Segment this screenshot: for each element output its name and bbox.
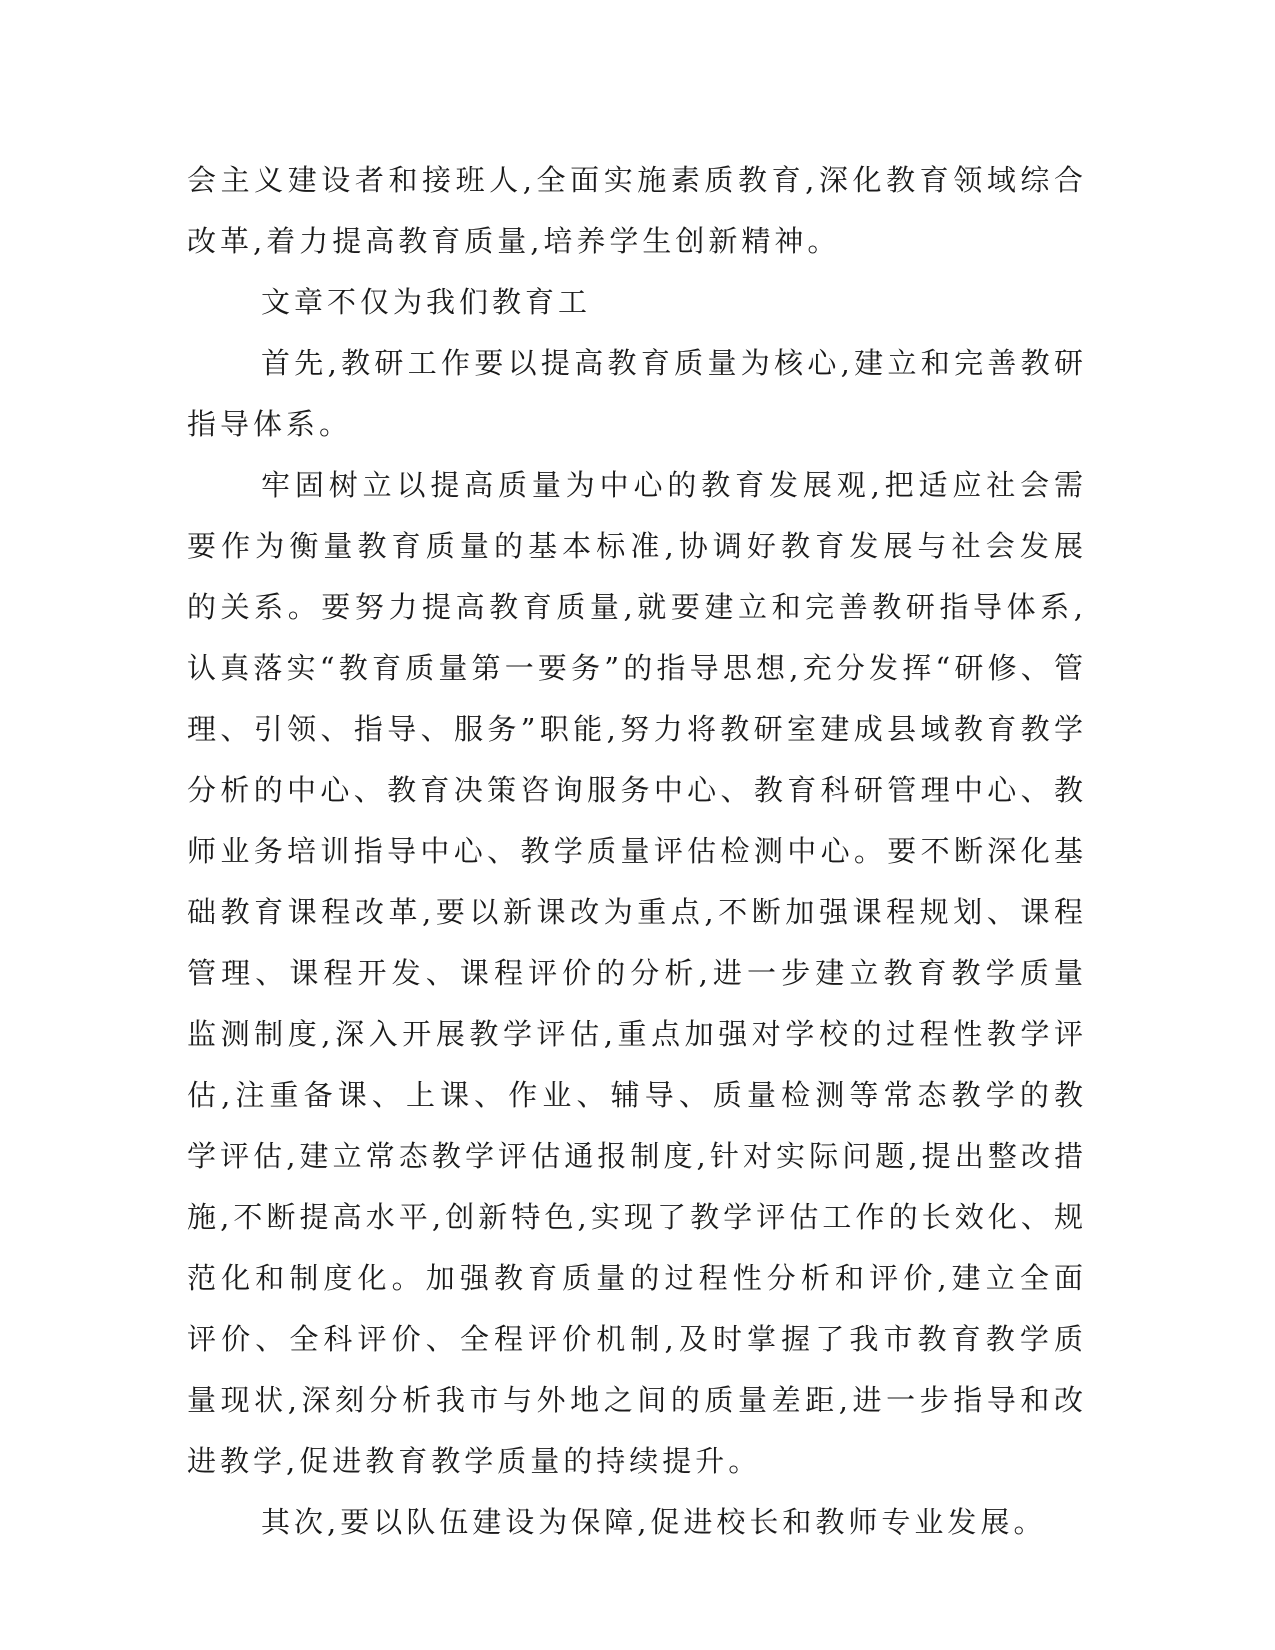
- paragraph-continuation: 会主义建设者和接班人,全面实施素质教育,深化教育领域综合改革,着力提高教育质量,培养学生创新精神。: [187, 163, 1087, 258]
- paragraph-quality-development: 牢固树立以提高质量为中心的教育发展观,把适应社会需要作为衡量教育质量的基本标准,协调好教育发展与社会发展的关系。要努力提高教育质量,就要建立和完善教研指导体系,认真落实“教育质量第一要务”的指导思想,充分发挥“研修、管理、引领、指导、服务”职能,努力将教研室建成县域教育教学分析的中心、教育决策咨询服务中心、教育科研管理中心、教师业务培训指导中心、教学质量评估检测中心。要不断深化基础教育课程改革,要以新课改为重点,不断加强课程规划、课程管理、课程开发、课程评价的分析,进一步建立教育教学质量监测制度,深入开展教学评估,重点加强对学校的过程性教学评估,注重备课、上课、作业、辅导、质量检测等常态教学的教学评估,建立常态教学评估通报制度,针对实际问题,提出整改措施,不断提高水平,创新特色,实现了教学评估工作的长效化、规范化和制度化。加强教育质量的过程性分析和评价,建立全面评价、全科评价、全程评价机制,及时掌握了我市教育教学质量现状,深刻分析我市与外地之间的质量差距,进一步指导和改进教学,促进教育教学质量的持续提升。: [187, 468, 1087, 1478]
- paragraph-first-point: 首先,教研工作要以提高教育质量为核心,建立和完善教研指导体系。: [187, 346, 1087, 441]
- paragraph-article-note: 文章不仅为我们教育工: [261, 285, 592, 319]
- document-body: [187, 150, 1087, 1553]
- paragraph-second-point: 其次,要以队伍建设为保障,促进校长和教师专业发展。: [261, 1505, 1047, 1539]
